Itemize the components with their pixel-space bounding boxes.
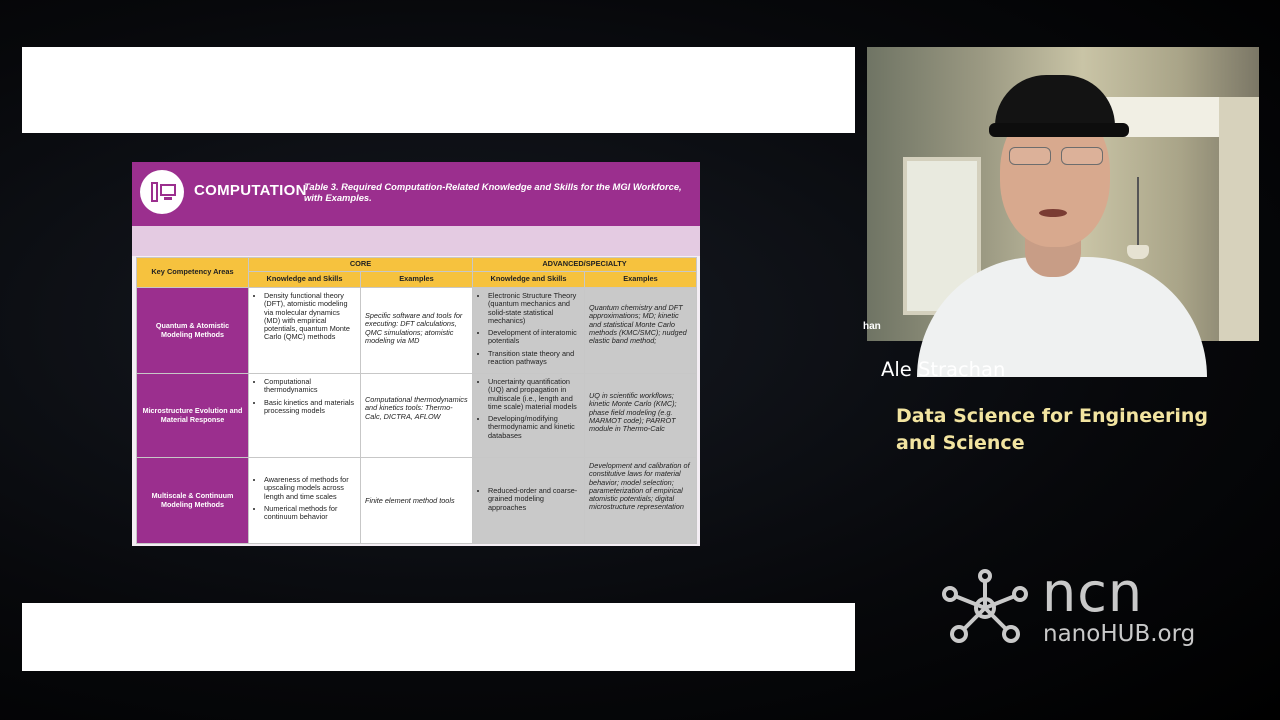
adv-skills-cell	[473, 288, 585, 374]
list-item: • Developing/modifying thermodynamic and kinetic databases	[488, 415, 580, 440]
core-skills-cell	[249, 458, 361, 544]
adv-examples-text: Quantum chemistry and DFT approximations; MD; kinetic and statistical Monte Carlo methods (KMC/SMC); nudged elastic band method;	[589, 303, 687, 346]
header-core-examples: Examples	[361, 272, 473, 288]
webcam-name-fragment: han	[863, 321, 881, 332]
table-row	[137, 288, 697, 374]
adv-examples-text: Development and calibration of constitutive laws for material behavior; model selection; parameterization of empirical atomistic potentials; digital microstructure representation	[589, 461, 690, 512]
adv-skills-cell	[473, 458, 585, 544]
list-item: • Reduced-order and coarse-grained modeling approaches	[488, 487, 580, 512]
header-adv-knowledge: Knowledge and Skills	[473, 272, 585, 288]
adv-examples-text: UQ in scientific workflows; kinetic Monte Carlo (KMC); phase field modeling (e.g. MARMOT code); PARROT module in Thermo-Calc	[589, 391, 677, 434]
header-core: CORE	[249, 258, 473, 272]
speaker-name: Ale Strachan	[881, 358, 1006, 381]
core-examples-cell	[361, 458, 473, 544]
core-examples-text: Specific software and tools for executing: DFT calculations, QMC simulations; atomistic modeling via MD	[365, 311, 463, 345]
slide-top-bar	[22, 47, 855, 133]
core-skills-cell	[249, 288, 361, 374]
list-item: • Basic kinetics and materials processing models	[264, 399, 356, 416]
adv-examples-cell	[585, 458, 697, 544]
competency-table	[136, 257, 697, 544]
list-item: • Electronic Structure Theory (quantum mechanics and solid-state statistical mechanics)	[488, 292, 580, 325]
header-advanced: ADVANCED/SPECIALTY	[473, 258, 697, 272]
list-item: • Development of interatomic potentials	[488, 329, 580, 346]
adv-examples-cell	[585, 374, 697, 458]
row-area: Microstructure Evolution and Material Response	[137, 374, 249, 458]
row-area: Quantum & Atomistic Modeling Methods	[137, 288, 249, 374]
list-item: • Computational thermodynamics	[264, 378, 356, 395]
core-skills-cell	[249, 374, 361, 458]
header-core-knowledge: Knowledge and Skills	[249, 272, 361, 288]
core-examples-cell	[361, 288, 473, 374]
slide-table-caption: Table 3. Required Computation-Related Knowledge and Skills for the MGI Workforce, with Examples.	[304, 181, 682, 203]
row-area: Multiscale & Continuum Modeling Methods	[137, 458, 249, 544]
list-item: • Uncertainty quantification (UQ) and propagation in multiscale (i.e., length and time scale) material models	[488, 378, 580, 411]
talk-title: Data Science for Engineering and Science	[896, 405, 1208, 454]
webcam-video	[863, 47, 1259, 341]
header-key-competency: Key Competency Areas	[137, 258, 249, 288]
list-item: • Numerical methods for continuum behavior	[264, 505, 356, 522]
list-item: • Density functional theory (DFT), atomistic modeling via molecular dynamics (MD) with empirical potentials, quantum Monte Carlo (QMC) methods	[264, 292, 356, 342]
core-examples-text: Finite element method tools	[365, 496, 455, 506]
core-examples-cell	[361, 374, 473, 458]
speaker-glasses	[1005, 147, 1107, 167]
adv-examples-cell	[585, 288, 697, 374]
core-examples-text: Computational thermodynamics and kinetics tools: Thermo-Calc, DICTRA, AFLOW	[365, 395, 468, 421]
ncn-logo-text: ncn	[1042, 561, 1144, 624]
list-item: • Awareness of methods for upscaling models across length and time scales	[264, 476, 356, 501]
list-item: • Transition state theory and reaction pathways	[488, 350, 580, 367]
slide-bottom-bar	[22, 603, 855, 671]
computer-icon	[140, 170, 184, 214]
adv-skills-cell	[473, 374, 585, 458]
header-adv-examples: Examples	[585, 272, 697, 288]
slide-band	[132, 226, 700, 256]
nanohub-logo-text: nanoHUB.org	[1043, 621, 1196, 647]
presentation-slide	[132, 162, 700, 546]
table-row	[137, 458, 697, 544]
slide-header	[132, 162, 700, 226]
table-row	[137, 374, 697, 458]
slide-section-label: COMPUTATION	[194, 182, 307, 199]
